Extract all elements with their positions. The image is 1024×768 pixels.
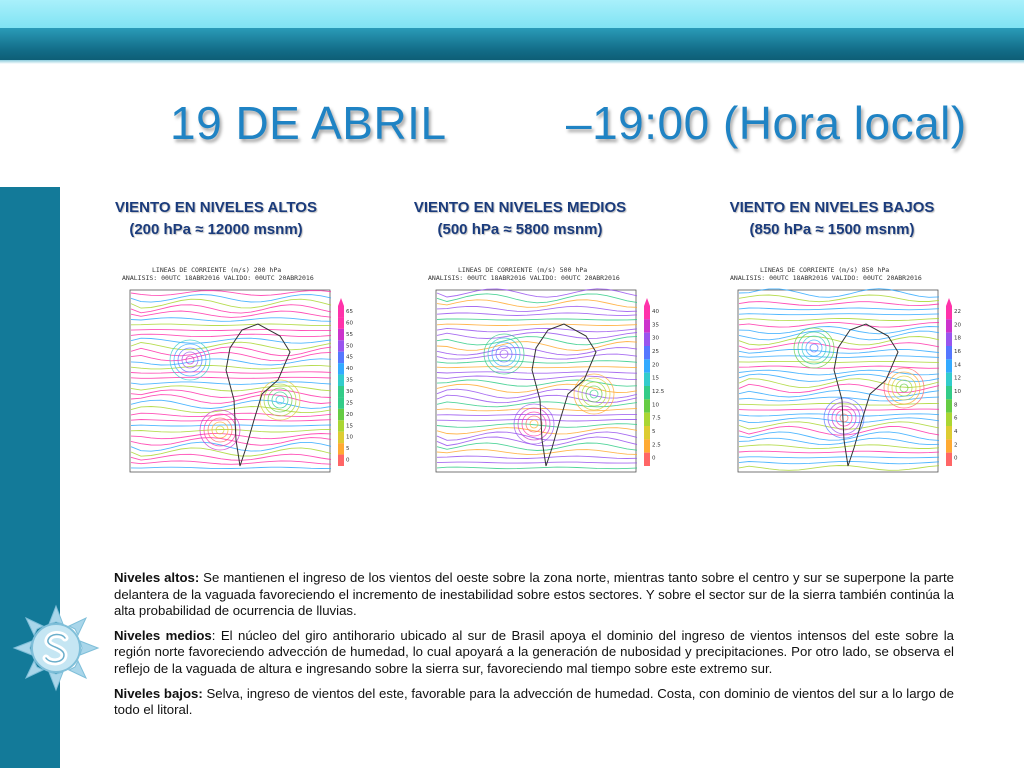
- note-low: [114, 686, 954, 719]
- panel-heading-line2: (200 hPa ≈ 12000 msnm): [129, 221, 303, 238]
- svg-text:4: 4: [954, 429, 958, 435]
- svg-text:35: 35: [652, 322, 659, 329]
- map-caption: [428, 266, 656, 282]
- note-text: : El núcleo del giro antihorario ubicado al sur de Brasil apoya el dominio del ingreso de vientos intensos del este sobre la región norte favoreciendo advección de humedad, lo cual apoyará a la generación de nubosidad y precipitaciones. Por otro lado, se observa el reflejo de la vaguada de altura e ingresando sobre la sierra sur, favoreciendo mal tiempo sobre este extremo sur.: [114, 627, 954, 676]
- map-analysis: ANALISIS: 00UTC 18ABR2016 VALIDO: 00UTC 20ABR2016: [428, 274, 620, 282]
- panel-heading-line1: VIENTO EN NIVELES BAJOS: [729, 199, 935, 216]
- svg-text:18: 18: [954, 335, 961, 342]
- note-label: Niveles medios: [114, 627, 212, 643]
- note-high: [114, 570, 954, 620]
- sun-logo-icon: [10, 602, 102, 694]
- svg-text:25: 25: [346, 400, 353, 407]
- map-graphic: [730, 286, 961, 492]
- svg-text:12: 12: [954, 375, 961, 382]
- map-title: LINEAS DE CORRIENTE (m/s) 200 hPa: [152, 266, 282, 274]
- svg-text:60: 60: [346, 320, 353, 327]
- panel-heading-mid: [390, 197, 650, 241]
- panel-heading-high: [86, 197, 346, 241]
- map-graphic: [428, 286, 665, 492]
- svg-text:20: 20: [652, 362, 659, 369]
- note-text: Se mantienen el ingreso de los vientos del oeste sobre la zona norte, mientras tanto sobre el centro y sur se superpone la parte delantera de la vaguada favoreciendo el incremento de inestabilidad sobre estos sectores. Y sobre el sector sur de la sierra también continúa la alta probabilidad de ocurrencia de lluvias.: [114, 570, 954, 619]
- svg-text:12.5: 12.5: [652, 389, 665, 395]
- map-graphic: [122, 286, 353, 492]
- note-label: Niveles altos:: [114, 570, 200, 585]
- svg-text:14: 14: [954, 362, 961, 369]
- panel-heading-line1: VIENTO EN NIVELES ALTOS: [115, 199, 317, 216]
- svg-text:15: 15: [652, 375, 659, 382]
- map-title: LINEAS DE CORRIENTE (m/s) 850 hPa: [760, 266, 890, 274]
- map-analysis: ANALISIS: 00UTC 18ABR2016 VALIDO: 00UTC 20ABR2016: [122, 274, 314, 282]
- header-band-light: [0, 0, 1024, 28]
- svg-text:15: 15: [346, 423, 353, 430]
- svg-text:7.5: 7.5: [652, 415, 661, 422]
- svg-text:2: 2: [954, 442, 958, 449]
- svg-text:25: 25: [652, 349, 659, 355]
- svg-text:8: 8: [954, 402, 958, 409]
- svg-text:22: 22: [954, 309, 961, 315]
- page-title-date: 19 DE ABRIL: [170, 97, 447, 149]
- svg-text:40: 40: [652, 309, 659, 315]
- svg-text:35: 35: [346, 377, 353, 384]
- map-analysis: ANALISIS: 00UTC 18ABR2016 VALIDO: 00UTC 20ABR2016: [730, 274, 922, 282]
- svg-text:65: 65: [346, 309, 353, 315]
- svg-text:45: 45: [346, 354, 353, 361]
- panel-heading-low: [702, 197, 962, 241]
- svg-text:16: 16: [954, 349, 961, 355]
- svg-text:2.5: 2.5: [652, 442, 661, 449]
- header-band-shadow: [0, 60, 1024, 64]
- svg-text:0: 0: [652, 455, 656, 462]
- panel-heading-line2: (500 hPa ≈ 5800 msnm): [437, 221, 603, 238]
- streamline-map-low: [730, 266, 961, 492]
- note-mid: [114, 628, 954, 678]
- map-caption: [122, 266, 350, 282]
- note-text: Selva, ingreso de vientos del este, favorable para la advección de humedad. Costa, con dominio de vientos del sur a lo largo de todo el litoral.: [114, 685, 955, 718]
- page-title-time: –19:00 (Hora local): [566, 97, 967, 149]
- map-title: LINEAS DE CORRIENTE (m/s) 500 hPa: [458, 266, 588, 274]
- svg-text:5: 5: [652, 429, 656, 435]
- svg-text:30: 30: [346, 389, 353, 395]
- svg-text:50: 50: [346, 343, 353, 350]
- svg-text:30: 30: [652, 335, 659, 342]
- svg-text:5: 5: [346, 446, 350, 453]
- panel-heading-line1: VIENTO EN NIVELES MEDIOS: [413, 199, 627, 216]
- map-caption: [730, 266, 958, 282]
- svg-text:40: 40: [346, 366, 353, 373]
- svg-text:10: 10: [652, 402, 659, 409]
- panel-heading-line2: (850 hPa ≈ 1500 msnm): [749, 221, 915, 238]
- streamline-map-high: [122, 266, 353, 492]
- note-label: Niveles bajos:: [114, 685, 203, 701]
- svg-text:55: 55: [346, 331, 353, 338]
- svg-text:10: 10: [346, 434, 353, 441]
- header-band-dark: [0, 28, 1024, 60]
- svg-text:6: 6: [954, 415, 958, 422]
- svg-text:20: 20: [346, 411, 353, 418]
- streamline-map-mid: [428, 266, 665, 492]
- svg-text:10: 10: [954, 389, 961, 395]
- svg-text:20: 20: [954, 322, 961, 329]
- svg-text:0: 0: [954, 455, 958, 462]
- notes-section: [114, 570, 954, 727]
- svg-text:0: 0: [346, 457, 350, 464]
